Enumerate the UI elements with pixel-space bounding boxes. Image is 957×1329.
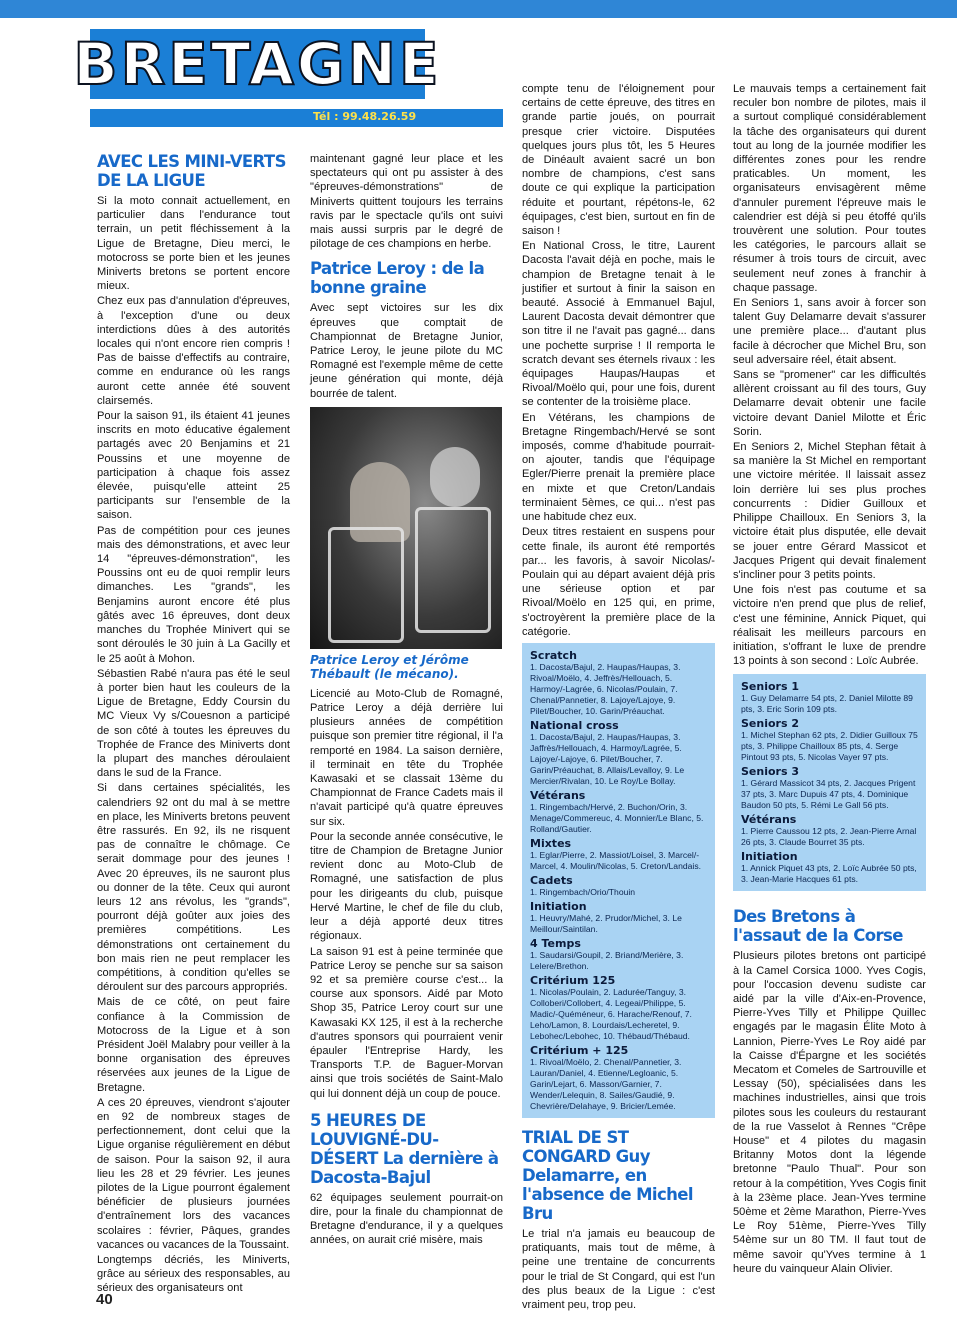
trial-results [733,674,926,891]
result-list: 1. Saudarsi/Goupil, 2. Briand/Merière, 3. Lelere/Brethon. [530,949,684,971]
paragraph: Pour la seconde année consécutive, le titre de Champion de Bretagne Junior revient donc au Moto-Club de Romagné, une satisfaction de plus pour les dirigeants du club, puisque Hervé Martine, le chef de file du club, leur a déjà apporté deux titres régionaux. [310,830,503,943]
endurance-results [522,643,715,1118]
result-category: National cross [530,718,619,732]
phone-number: Tél : 99.48.26.59 [313,110,417,123]
paragraph: maintenant gagné leur place et les spectateurs qui ont pu assister à des "épreuves-démonstrations" de Miniverts quittent toujours les terrains ravis par le spectacle qu'ils ont suivi mais aussi surpris par le degré de pilotage de ces champions en herbe. [310,153,503,251]
paragraph: Longtemps décriés, les Miniverts, grâce au sérieux des responsables, au sérieux des organisateurs ont [97,1254,290,1295]
page-number: 40 [96,1291,113,1308]
paragraph: Le trial n'a jamais eu beaucoup de pratiquants, mais tout de même, à peine une trentaine de concurrents pour le trial de St Congard, qui est l'un des plus beaux de la Ligue : c'est vraiment peu, trop peu. [522,1227,715,1311]
paragraph: Avec sept victoires sur les dix épreuves que comptait de Championnat de Bretagne Junior, Patrice Leroy, le jeune pilote du MC Romagné est l'exemple même de cette jeune génération qui monte, déjà bourrée de talent. [310,302,503,400]
column-4 [733,82,926,1277]
minivert-body [97,194,290,1296]
paragraph: Une fois n'est pas coutume et sa victoire n'en prend que plus de relief, c'est une féminine, Annick Piquet, qui réalisait les meilleurs parcours en initiation, s'offrant le luxe de prendre 13 points à son second : Loïc Aubrée. [733,584,926,668]
paragraph: Licencié au Moto-Club de Romagné, Patrice Leroy a déjà derrière lui plusieurs années de compétition puisque son premier titre régional, il l'a remporté en 1984. La saison dernière, il terminait en tête du Trophée Kawasaki et se classait 13ème du Championnat de France Cadets mais il n'avait participé qu'à quatre épreuves sur six. [310,687,503,828]
paragraph: Sébastien Rabé n'aura pas été le seul à porter bien haut les couleurs de la Ligue de Bretagne, Eddy Coursin du MC Vieux Vy s/Couesnon a participé de son côté à toutes les épreuves du Trophée de France des Miniverts dont la plupart des manches déroulaient dans le sud de la France. [97,667,290,780]
paragraph: Pour la saison 91, ils étaient 41 jeunes inscrits en moto éducative également partagés avec 20 Benjamins et 21 Poussins et une moyenne de participation à chaque fois assez élevée, puisqu'elle atteint 25 participants sur l'ensemble de la saison. [97,410,290,522]
result-category: Critérium 125 [530,973,616,987]
trial-title: TRIAL DE ST CONGARD Guy Delamarre, en l'absence de Michel Bru [522,1127,693,1223]
paragraph: A ces 20 épreuves, viendront s'ajouter en 92 de nombreux stages de perfectionnement, dont celui que la Ligue organise régulièrement en début de saison. Pour la saison 92, il aura lieu les 28 et 29 février. Les jeunes pilotes de la Ligue pourront également bénéficier de plusieurs journées d'entraînement lors des vacances scolaires : février, Pâques, grandes vacances ou vacances de la Toussaint. [97,1096,290,1251]
result-category: Scratch [530,648,577,662]
result-list: 1. Pierre Caussou 12 pts, 2. Jean-Pierre Arnal 26 pts, 3. Claude Bourret 35 pts. [741,826,917,848]
paragraph: Plusieurs pilotes bretons ont participé à la Camel Corsica 1000. Yves Cogis, pour l'occasion devenu sudiste car aidé par la ville d'Aix-en-Provence, Pierre-Yves Tilly et Philippe Quillec engagés par le magasin Élite Moto à Lannion, Pierre-Yves Le Roy aidé par la Caisse d'Épargne et les sociétés Mecatom et Comeles de Sartrouville et Lessay (50), spécialisées dans les machines industrielles, ainsi que trois pilotes sous les couleurs du restaurant de la rue Vasselot à Rennes "Crêpe House" et 4 pilotes du magasin Britanny Motos dont la légende bretonne "Paulo Thual". Pour son retour à la compétition, Yves Cogis finit à la 23ème place. Jean-Yves termine 50ème et 2ème Marathon, Pierre-Yves Le Roy 51ème, Pierre-Yves Tilly 54ème sur un 80 TM. Il faut tout de même savoir qu'Yves termine à 1 heure du vainqueur Alain Olivier. [733,950,926,1275]
leroy-photo [310,407,502,649]
result-list: 1. Dacosta/Bajul, 2. Haupas/Haupas, 3. Jaffrès/Hellouach, 4. Harmoy/Lagrée, 5. Lajoye/-Lajoye, 6. Pilet/Boucher, 7. Garin/Préauchat, 8. Allais/Levalloy, 9. Le Mercier/Rivalan, 10. Le Roy/Le Bollay. [530,731,685,786]
result-category: Mixtes [530,836,572,850]
paragraph: En National Cross, le titre, Laurent Dacosta l'avait déjà en poche, mais le champion de Bretagne tenait à le justifier et surtout à finir la saison en beauté. Associé à Emmanuel Bajul, Laurent Dacosta devait démontrer que son titre il ne l'avait pas gagné... dans une pochette surprise ! Il remporta le scratch devant ses éternels rivaux : les équipages Haupas/Haupas et Rivoal/Moëlo qui, pour une fois, durent se contenter de la troisième place. [522,240,715,409]
paragraph: Chez eux pas d'annulation d'épreuves, à l'exception d'une ou deux interdictions dûes à des autorités locales qui n'ont encore rien compris ! Pas de baisse d'effectifs au contraire, comme en endurance où les rangs auront cette année été souvent clairsemés. [97,295,290,407]
column-3 [522,82,715,1313]
paragraph: Mais de ce côté, on peut faire confiance à la Commission de Motocross de la Ligue et à son Président Joël Malabry pour veiller à la bonne organisation des épreuves réservées aux jeunes de la Ligue de Bretagne. [97,996,290,1094]
result-category: Critérium + 125 [530,1043,629,1057]
photo-chair [415,507,491,633]
corse-title: Des Bretons à l'assaut de la Corse [733,907,903,946]
photo-chair [328,527,404,643]
paragraph: Sans se "promener" car les difficultés allèrent croissant au fil des tours, Guy Delamarre devait obtenir une facile victoire devant Daniel Milotte et Éric Sorin. [733,369,926,438]
leroy-title: Patrice Leroy : de la bonne graine [310,259,485,298]
minivert-title: AVEC LES MINI-VERTS DE LA LIGUE [97,152,286,190]
result-category: Cadets [530,873,573,887]
column-2 [310,152,503,1249]
result-list: 1. Gérard Massicot 34 pts, 2. Jacques Prigent 37 pts, 3. Marc Dupuis 47 pts, 4. Dominique Baudon 50 pts, 5. Rémi Le Gall 56 pts. [741,778,916,811]
result-list: 1. Nicolas/Poulain, 2. Ladurée/Tanguy, 3. Colloberi/Collobert, 4. Legeai/Philippe, 5. Madic/-Quéméneur, 6. Harache/Renouf, 7. Leho/Lamon, 8. Lourdais/Lecheretel, 9. Lebohec/Lebohec, 10. Thébaud/Thébaud. [530,986,692,1041]
paragraph: compte tenu de l'éloignement pour certains de cette épreuve, des titres en grande partie joués, on pourrait presque crier victoire. Disputées quelques jours plus tôt, les 5 Heures de Dinéault avaient sacré un bon nombre de champions, c'est sans doute ce qui explique la participation réduite et pourtant, répétons-le, 62 équipages, c'est bien, surtout en fin de saison ! [522,83,715,238]
paragraph: Le mauvais temps a certainement fait reculer bon nombre de pilotes, mais il a surtout compliqué considérablement la tâche des organisateurs qui durent tout au long de la journée modifier les différentes zones pour les rendre praticables. Un moment, les organisateurs envisagèrent même d'annuler purement l'épreuve mais le calendrier est déjà si peu étoffé qu'ils trouvèrent une solution. Pour toutes les catégories, le parcours allait se résumer à trois tours de circuit, avec seulement neuf zones à franchir à chaque passage. [733,83,926,294]
result-list: 1. Eglar/Pierre, 2. Massiot/Loisel, 3. Marcel/-Marcel, 4. Moulin/Nicolas, 5. Creton/Landais. [530,849,701,871]
result-list: 1. Rivoal/Moëlo, 2. Chenal/Pannetier, 3. Lauran/Daniel, 4. Etienne/Legloanic, 5. Garin/Lejart, 6. Masson/Garnier, 7. Wender/Lelequin, 8. Sailes/Gaudié, 9. Chevrière/Delahaye, 9. Bricier/Lemée. [530,1056,682,1111]
louvigne-title: 5 HEURES DE LOUVIGNÉ-DU-DÉSERT La dernière à Dacosta-Bajul [310,1110,499,1187]
top-color-bar [0,0,957,18]
result-list: 1. Ringembach/Hervé, 2. Buchon/Orin, 3. Menage/Commereuc, 4. Monnier/Le Blanc, 5. Rolland/Gautier. [530,801,704,834]
paragraph: En Seniors 2, Michel Stephan fêtait à sa manière la St Michel en remportant une victoire méritée. Il laissait assez loin derrière lui ses plus proches concurrents : Didier Guilloux et Philippe Chailloux. En Seniors 3, la victoire était plus disputée, elle devait se jouer entre Gérard Massicot et Jacques Prigent qui devait finalement s'incliner pour 3 petits points. [733,441,926,581]
result-category: Seniors 2 [741,717,799,731]
paragraph: En Seniors 1, sans avoir à forcer son talent Guy Delamarre devait s'assurer une première place... d'autant plus facile à décrocher que Michel Bru, son seul adversaire réel, était absent. [733,297,926,366]
result-category: Vétérans [530,788,586,802]
paragraph: La saison 91 est à peine terminée que Patrice Leroy se penche sur sa saison 92 et sa première course c'est... la course aux sponsors. Aidé par Moto Shop 35, Patrice Leroy court sur une Kawasaki KX 125, il est à la recherche d'autres sponsors qui pourraient venir épauler l'Entreprise Hardy, les Transports T.P. de Baguer-Morvan ainsi que trois sociétés de Saint-Malo qui lui donnent déjà un coup de pouce. [310,945,503,1100]
paragraph: 62 équipages seulement pourrait-on dire, pour la finale du championnat de Bretagne d'endurance, il y a quelques années, on aurait crié misère, mais [310,1191,503,1247]
paragraph: Si la moto connait actuellement, en particulier dans l'endurance tout terrain, un petit fléchissement à la Ligue de Bretagne, Dieu merci, le motocross se porte bien et les jeunes Miniverts bretons se portent encore mieux. [97,195,290,293]
result-list: 1. Ringembach/Orio/Thouin [530,886,636,897]
result-category: Vétérans [741,813,797,827]
result-list: 1. Heuvry/Mahé, 2. Prudor/Michel, 3. Le Meillour/Saintilan. [530,912,682,934]
result-list: 1. Michel Stephan 62 pts, 2. Didier Guilloux 75 pts, 3. Philippe Chailloux 85 pts, 4. Serge Pintout 93 pts, 5. Nicolas Vayer 97 pts. [741,730,918,763]
result-category: Seniors 3 [741,765,799,779]
photo-caption: Patrice Leroy et Jérôme Thébault (le mécano). [310,652,469,681]
result-list: 1. Annick Piquet 43 pts, 2. Loïc Aubrée 50 pts, 3. Jean-Marie Hacques 61 pts. [741,863,917,885]
paragraph: Si dans certaines spécialités, les calendriers 92 ont du mal à se mettre en place, les Miniverts bretons peuvent être rassurés. En 92, ils ne risquent pas de connaître le chômage. Ce serait dommage pour des jeunes ! Avec 20 épreuves, ils ne sauront plus ou donner de la tête. Ceux qui auront leurs 12 ans révolus, les "grands", pourront déjà goûter aux joies des premières compétitions. Les démonstrations ont certainement du bon mais rien ne peut remplacer les compétitions, à condition qu'elles se déroulent sur des parcours appropriés. [97,782,290,994]
result-category: Initiation [741,850,798,864]
paragraph: Pas de compétition pour ces jeunes mais des démonstrations, et avec leur 14 "épreuves-démonstration", les Poussins ont eu de quoi remplir leurs dimanches. Les "grands", les Benjamins auront encore été plus gâtés avec 16 épreuves, dont deux manches du Trophée Minivert qui se sont déroulés le 30 juin à La Gacilly et le 25 août à Mohon. [97,524,290,665]
paragraph: Deux titres restaient en suspens pour cette finale, ils auront été remportés par... les favoris, à savoir Nicolas/-Poulain qui au départ avaient déjà pris une sérieuse option et par Rivoal/Moëlo en 125 qui, en prime, s'octroyèrent la première place de la catégorie. [522,526,715,638]
result-category: 4 Temps [530,936,581,950]
result-list: 1. Dacosta/Bajul, 2. Haupas/Haupas, 3. Rivoal/Moëlo, 4. Jeffrès/Hellouach, 5. Harmoy/-Lagrée, 6. Nicolas/Poulain, 7. Chenal/Pannetier, 8. Lajoye/Lajoye, 9. Pilet/Boucher, 10. Garin/Préauchat. [530,661,681,716]
result-category: Initiation [530,899,587,913]
section-title: BRETAGNE [73,30,442,98]
phone-banner [90,109,503,127]
result-list: 1. Guy Delamarre 54 pts, 2. Daniel Milotte 89 pts, 3. Eric Sorin 109 pts. [741,693,913,715]
result-category: Seniors 1 [741,680,799,694]
paragraph: En Vétérans, les champions de Bretagne Ringembach/Hervé se sont imposés, comme d'habitude pourrait-on ajouter, tandis que l'équipage Egler/Pierre prenait la première place en mixte et que Creton/Landais terminaient 5èmes, ce qui... n'est pas une habitude chez eux. [522,411,715,524]
column-1 [97,152,290,1297]
photo-figure [430,447,480,507]
